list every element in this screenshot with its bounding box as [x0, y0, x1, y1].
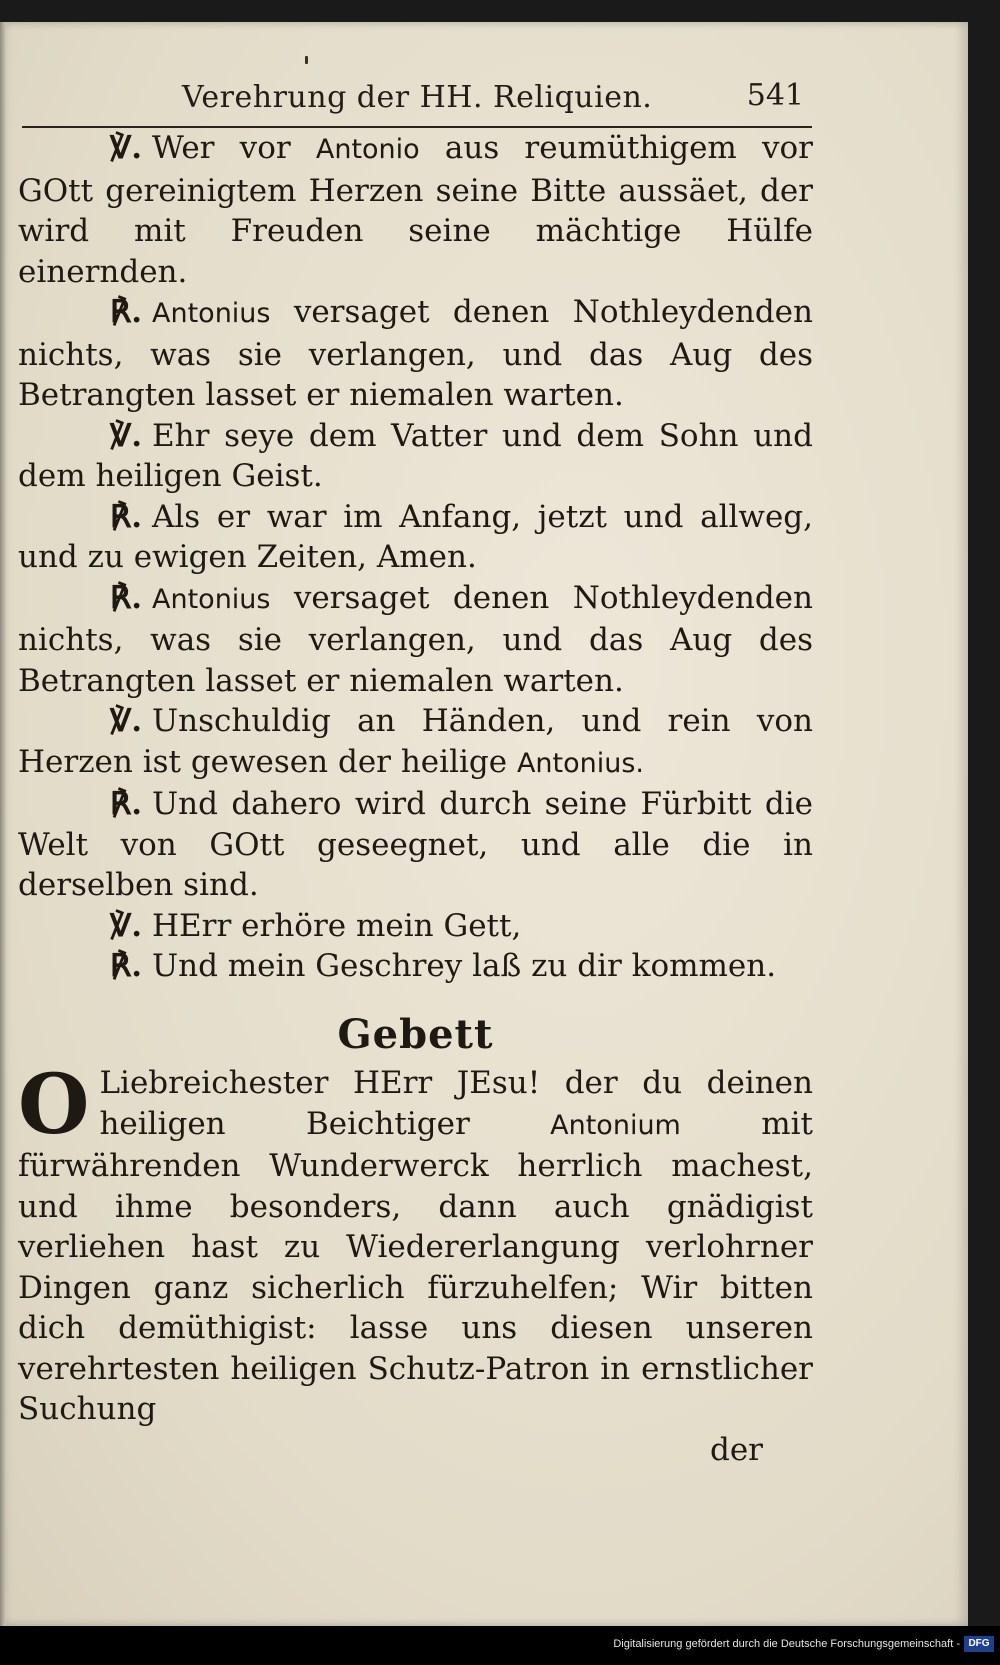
versicle-sigil: ℣. [110, 417, 142, 454]
latin-name: Antonio [315, 134, 420, 165]
paragraph-text: Ehr seye dem Vatter und dem Sohn und dem heiligen Geist. [18, 417, 813, 494]
page-binding-edge [0, 22, 6, 1626]
responsory-paragraph [18, 128, 813, 292]
response-sigil: ℟. [110, 498, 142, 535]
running-title: Verehrung der HH. Reliquien. [182, 80, 653, 115]
responsory-paragraph [18, 578, 813, 702]
paragraph-text: aus reumüthigem vor GOtt gereinigtem Herzen seine Bitte aussäet, der wird mit Freuden seine mächtige Hülfe einernden. [18, 130, 813, 290]
response-sigil: ℟. [110, 948, 142, 984]
latin-name: Antonius [152, 583, 271, 615]
drop-cap: O [18, 1057, 90, 1153]
paragraph-text: HErr erhöre mein Gett, [152, 907, 522, 944]
responsory-paragraph [18, 497, 813, 578]
versicle-sigil: ℣. [110, 130, 142, 166]
prayer-heading: Gebett [337, 1010, 494, 1058]
catchword: der [709, 1431, 763, 1468]
page-header [22, 62, 812, 128]
digitization-credit: Digitalisierung gefördert durch die Deutsche Forschungsgemeinschaft - [613, 1638, 960, 1650]
paragraph-text: versaget denen Nothleydenden nichts, was sie verlangen, und das Aug des Betrangten lasset er niemalen warten. [18, 579, 813, 699]
response-sigil: ℟. [110, 294, 142, 330]
responsory-paragraph [18, 416, 813, 497]
page-number: 541 [746, 78, 804, 113]
latin-name: Antonius [152, 298, 271, 329]
prayer-segment: Liebreichester HErr JEsu! der du deinen heiligen Beichtiger [99, 1065, 813, 1142]
paragraph-text: Und dahero wird durch seine Fürbitt die Welt von GOtt geseegnet, und alle die in derselben sind. [18, 786, 813, 903]
response-sigil: ℟. [110, 786, 142, 822]
paragraph-text: versaget denen Nothleydenden nichts, was sie verlangen, und das Aug des Betrangten lasset er niemalen warten. [18, 294, 813, 413]
latin-name: Antonium [550, 1109, 681, 1141]
responsory-paragraph [18, 784, 813, 906]
paragraph-text: Und mein Geschrey laß zu dir kommen. [152, 948, 777, 984]
page-body [18, 128, 813, 1470]
footer-bar [0, 1626, 1000, 1665]
paragraph-text: Unschuldig an Händen, und rein von Herzen ist gewesen der heilige [18, 703, 813, 780]
prayer-text [18, 1057, 813, 1430]
prayer-segment: mit fürwährenden Wunderwerck herrlich machest, und ihme besonders, dann auch gnädigist verliehen hast zu Wiedererlangung verlohrner Dingen ganz sicherlich fürzuhelfen; Wir bitten dich demüthigist: lasse uns diesen unseren verehrtesten heiligen Schutz-Patron in ernstlicher Suchung [18, 1105, 813, 1427]
responsory-paragraph [18, 292, 813, 416]
responsory-paragraphs [18, 128, 813, 987]
responsory-paragraph [18, 946, 813, 987]
paragraph-text: Wer vor [152, 130, 316, 166]
dfg-logo: DFG [964, 1636, 994, 1652]
responsory-paragraph [18, 701, 813, 784]
paragraph-text: Als er war im Anfang, jetzt und allweg, und zu ewigen Zeiten, Amen. [18, 498, 813, 575]
latin-name: Antonius. [516, 747, 645, 779]
response-sigil: ℟. [110, 579, 142, 616]
versicle-sigil: ℣. [110, 907, 142, 944]
responsory-paragraph [18, 906, 813, 947]
versicle-sigil: ℣. [110, 703, 142, 739]
